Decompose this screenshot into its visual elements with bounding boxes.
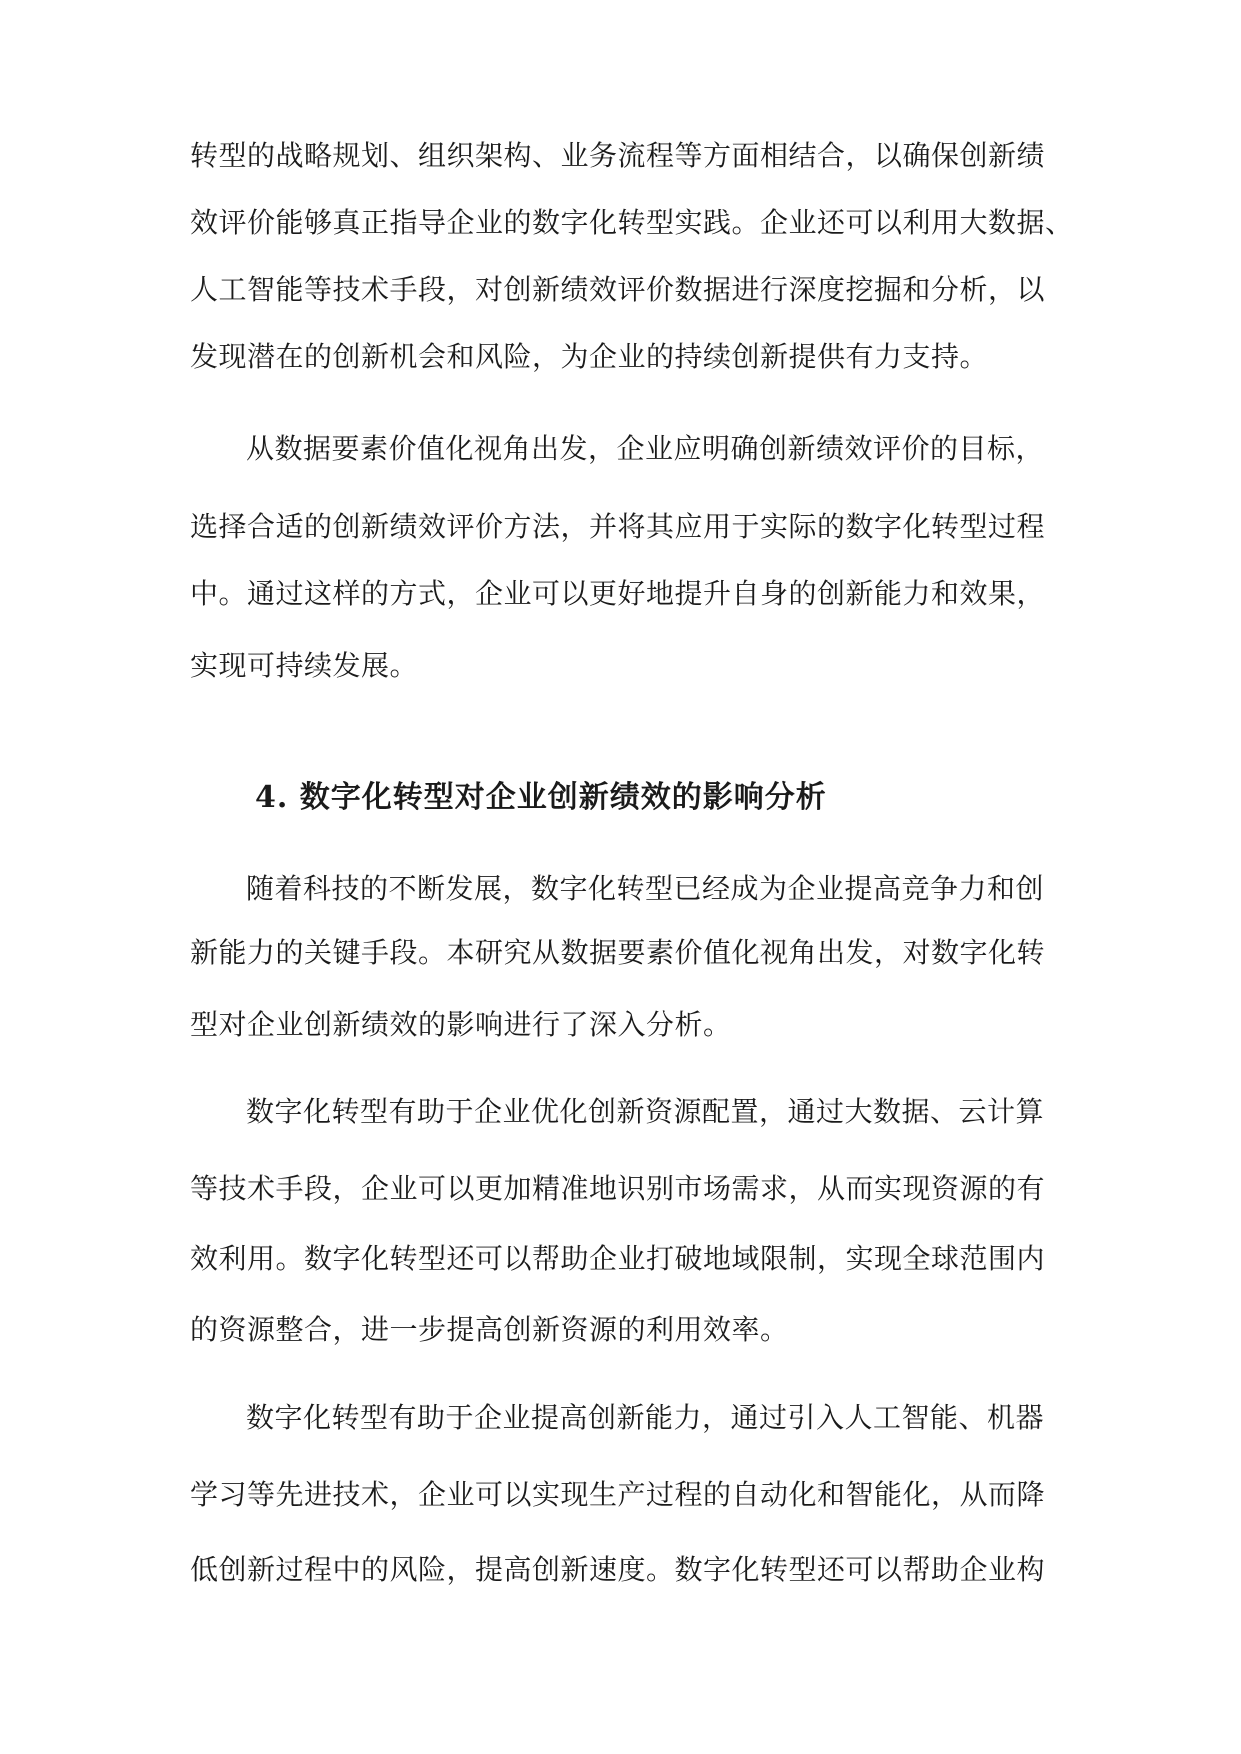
body-text-line: 效评价能够真正指导企业的数字化转型实践。企业还可以利用大数据、 <box>190 206 1074 239</box>
body-text-line: 效利用。数字化转型还可以帮助企业打破地域限制，实现全球范围内 <box>190 1242 1046 1275</box>
body-text-line: 学习等先进技术，企业可以实现生产过程的自动化和智能化，从而降 <box>190 1478 1046 1511</box>
section-heading: 4. 数字化转型对企业创新绩效的影响分析 <box>255 780 827 815</box>
body-text-line: 实现可持续发展。 <box>190 649 419 682</box>
body-text-line: 人工智能等技术手段，对创新绩效评价数据进行深度挖掘和分析，以 <box>190 273 1046 306</box>
body-text-line: 随着科技的不断发展，数字化转型已经成为企业提高竞争力和创 <box>246 872 1045 905</box>
body-text-line: 从数据要素价值化视角出发，企业应明确创新绩效评价的目标， <box>246 432 1045 465</box>
body-text-line: 的资源整合，进一步提高创新资源的利用效率。 <box>190 1313 789 1346</box>
body-text-line: 转型的战略规划、组织架构、业务流程等方面相结合，以确保创新绩 <box>190 139 1046 172</box>
body-text-line: 型对企业创新绩效的影响进行了深入分析。 <box>190 1008 732 1041</box>
body-text-line: 新能力的关键手段。本研究从数据要素价值化视角出发，对数字化转 <box>190 936 1046 969</box>
body-text-line: 发现潜在的创新机会和风险，为企业的持续创新提供有力支持。 <box>190 340 989 373</box>
body-text-line: 数字化转型有助于企业提高创新能力，通过引入人工智能、机器 <box>246 1401 1045 1434</box>
body-text-line: 等技术手段，企业可以更加精准地识别市场需求，从而实现资源的有 <box>190 1172 1046 1205</box>
body-text-line: 低创新过程中的风险，提高创新速度。数字化转型还可以帮助企业构 <box>190 1553 1046 1586</box>
body-text-line: 选择合适的创新绩效评价方法，并将其应用于实际的数字化转型过程 <box>190 510 1046 543</box>
body-text-line: 中。通过这样的方式，企业可以更好地提升自身的创新能力和效果， <box>190 577 1046 610</box>
body-text-line: 数字化转型有助于企业优化创新资源配置，通过大数据、云计算 <box>246 1095 1045 1128</box>
